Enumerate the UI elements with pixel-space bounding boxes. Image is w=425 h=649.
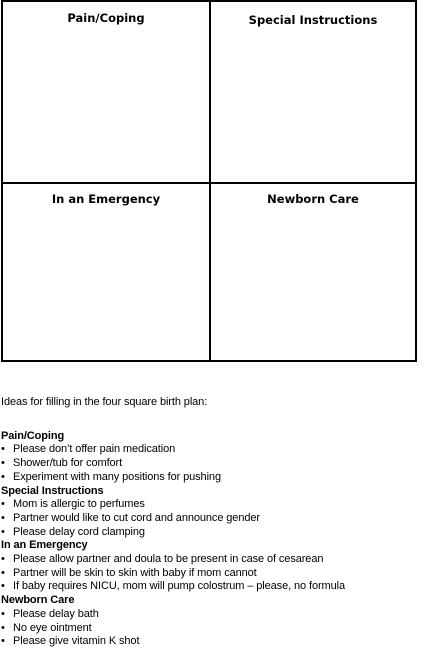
list-item xyxy=(1,580,421,594)
list-item-text: Please delay bath xyxy=(13,607,99,620)
box-title: Pain/Coping xyxy=(67,11,145,25)
ideas-intro: Ideas for filling in the four square birth plan: xyxy=(1,396,208,408)
bullet: • xyxy=(1,607,5,620)
list-item-text: Partner will be skin to skin with baby if mom cannot xyxy=(13,566,257,579)
list-item xyxy=(1,553,421,567)
bullet: • xyxy=(1,457,5,470)
bullet: • xyxy=(1,635,5,648)
list-item xyxy=(1,526,421,540)
list-item xyxy=(1,471,421,485)
bullet: • xyxy=(1,580,5,593)
box-pain-coping xyxy=(1,0,211,184)
section-special-instructions xyxy=(1,485,421,540)
list-item-text: Please give vitamin K shot xyxy=(13,635,140,648)
section-title: Newborn Care xyxy=(1,594,75,607)
list-item xyxy=(1,512,421,526)
section-title: Pain/Coping xyxy=(1,429,65,442)
list-item-text: If baby requires NICU, mom will pump colostrum – please, no formula xyxy=(13,580,345,593)
list-item-text: No eye ointment xyxy=(13,621,92,634)
section-title: In an Emergency xyxy=(1,539,88,552)
bullet: • xyxy=(1,566,5,579)
box-newborn-care xyxy=(209,182,417,362)
list-item xyxy=(1,567,421,581)
bullet: • xyxy=(1,498,5,511)
ideas-notes xyxy=(1,396,421,649)
list-item-text: Shower/tub for comfort xyxy=(13,457,123,470)
list-item xyxy=(1,498,421,512)
box-title: Newborn Care xyxy=(267,192,359,206)
section-in-an-emergency xyxy=(1,539,421,594)
list-item xyxy=(1,608,421,622)
bullet: • xyxy=(1,621,5,634)
bullet: • xyxy=(1,553,5,566)
box-title: Special Instructions xyxy=(248,13,378,27)
four-square-grid xyxy=(1,0,416,362)
box-in-an-emergency xyxy=(1,182,211,362)
bullet: • xyxy=(1,470,5,483)
list-item xyxy=(1,622,421,636)
list-item-text: Partner would like to cut cord and announce gender xyxy=(13,511,260,524)
box-special-instructions xyxy=(209,0,417,184)
list-item-text: Experiment with many positions for pushing xyxy=(13,470,221,483)
bullet: • xyxy=(1,443,5,456)
list-item-text: Please allow partner and doula to be present in case of cesarean xyxy=(13,553,324,566)
section-newborn-care xyxy=(1,594,421,649)
list-item xyxy=(1,457,421,471)
section-title: Special Instructions xyxy=(1,484,104,497)
bullet: • xyxy=(1,511,5,524)
list-item-text: Please delay cord clamping xyxy=(13,525,145,538)
section-pain-coping xyxy=(1,430,421,485)
list-item-text: Please don’t offer pain medication xyxy=(13,443,176,456)
list-item xyxy=(1,443,421,457)
list-item-text: Mom is allergic to perfumes xyxy=(13,498,145,511)
list-item xyxy=(1,635,421,649)
bullet: • xyxy=(1,525,5,538)
box-title: In an Emergency xyxy=(51,192,161,206)
